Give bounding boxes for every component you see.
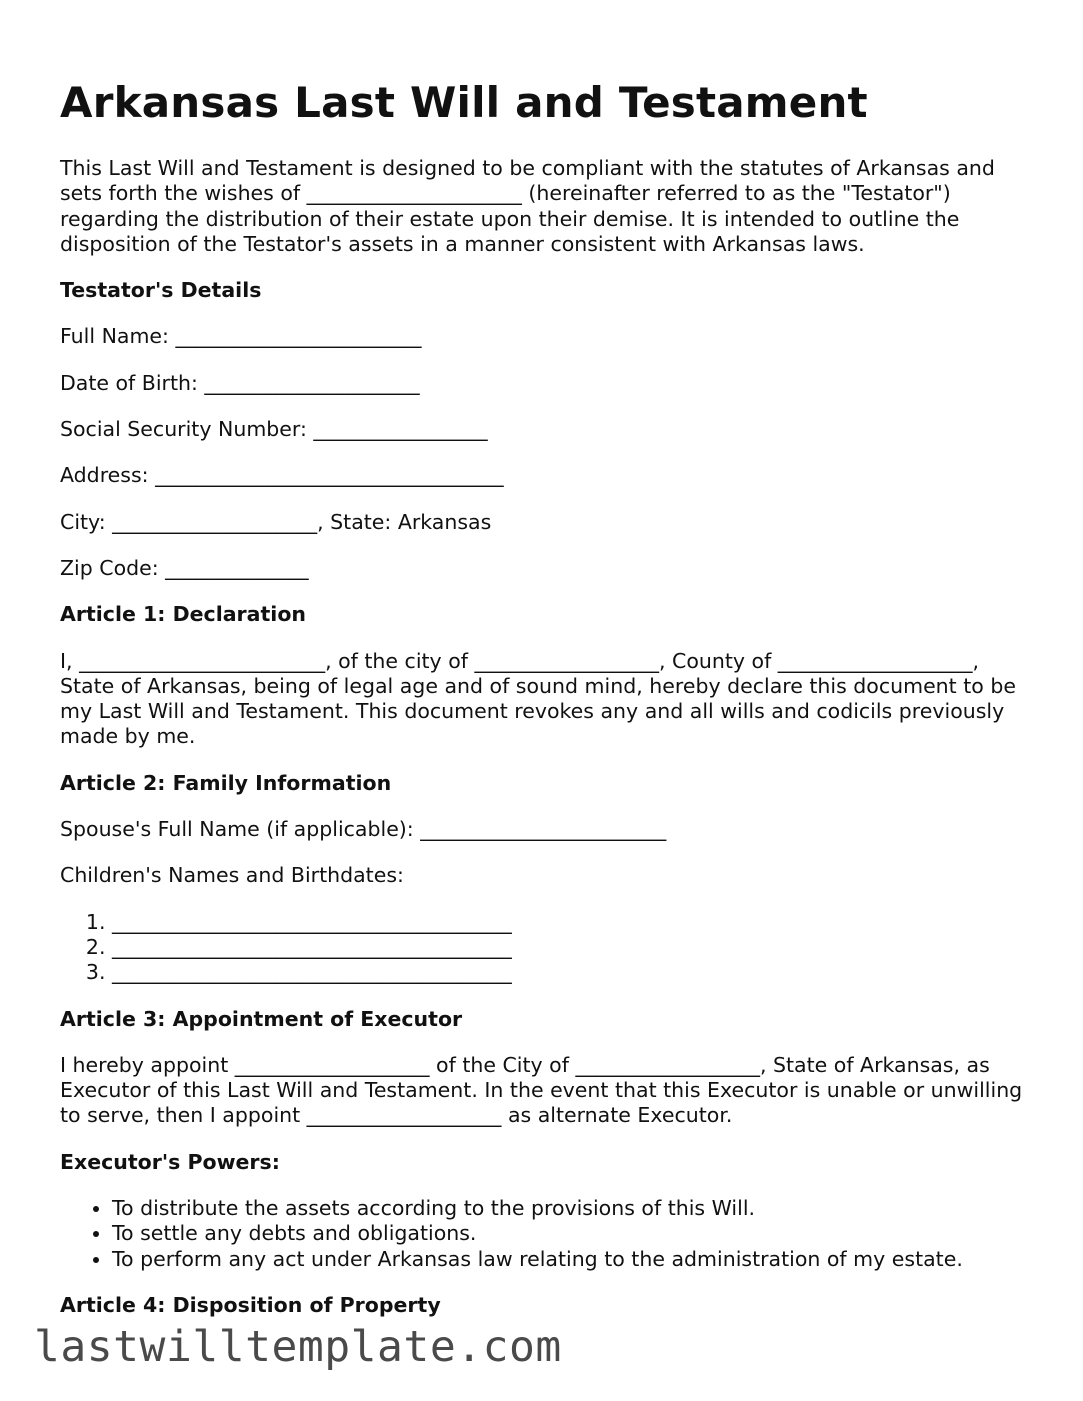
list-item: • To perform any act under Arkansas law relating to the administration of my estate. xyxy=(112,1247,1030,1272)
watermark-text: lastwilltemplate.com xyxy=(34,1322,562,1372)
article-3-text: I hereby appoint ___________________ of the City of __________________, State of Arkansas, as Executor of this Last Will and Testament. In the event that this Executor is unable or unwilling to serve, then I appoint ___________________ as alternate Executor. xyxy=(60,1052,1023,1128)
list-item: 3. _______________________________________ xyxy=(112,960,1030,985)
list-item: • To distribute the assets according to the provisions of this Will. xyxy=(112,1196,1030,1221)
article-1-heading: Article 1: Declaration xyxy=(60,602,306,627)
date-of-birth-field: Date of Birth: _____________________ xyxy=(60,370,420,395)
city-state-field: City: ____________________, State: Arkansas xyxy=(60,509,492,534)
document-page xyxy=(60,78,1030,1339)
article-3-heading: Article 3: Appointment of Executor xyxy=(60,1006,463,1031)
document-title: Arkansas Last Will and Testament xyxy=(60,78,868,127)
executor-powers-list xyxy=(60,1196,1030,1272)
address-field: Address: __________________________________ xyxy=(60,463,504,488)
article-4-heading: Article 4: Disposition of Property xyxy=(60,1292,441,1317)
zip-code-field: Zip Code: ______________ xyxy=(60,555,309,580)
ssn-field: Social Security Number: _________________ xyxy=(60,417,488,442)
testator-details-heading: Testator's Details xyxy=(60,278,262,303)
full-name-field: Full Name: ________________________ xyxy=(60,324,422,349)
spouse-name-field: Spouse's Full Name (if applicable): ________________________ xyxy=(60,817,667,842)
intro-paragraph: This Last Will and Testament is designed to be compliant with the statutes of Arkansas and sets forth the wishes of _____________________ (hereinafter referred to as the "Testator") regarding the distribution of their estate upon their demise. It is intended to outline the disposition of the Testator's assets in a manner consistent with Arkansas laws. xyxy=(60,156,995,256)
children-list xyxy=(60,910,1030,986)
article-2-heading: Article 2: Family Information xyxy=(60,770,392,795)
list-item: • To settle any debts and obligations. xyxy=(112,1221,1030,1246)
children-label: Children's Names and Birthdates: xyxy=(60,863,404,888)
executor-powers-heading: Executor's Powers: xyxy=(60,1149,280,1174)
article-1-text: I, ________________________, of the city of __________________, County of ___________________, State of Arkansas, being of legal age and of sound mind, hereby declare this document to be my Last Will and Testament. This document revokes any and all wills and codicils previously made by me. xyxy=(60,648,1016,749)
list-item: 2. _______________________________________ xyxy=(112,935,1030,960)
list-item: 1. _______________________________________ xyxy=(112,910,1030,935)
